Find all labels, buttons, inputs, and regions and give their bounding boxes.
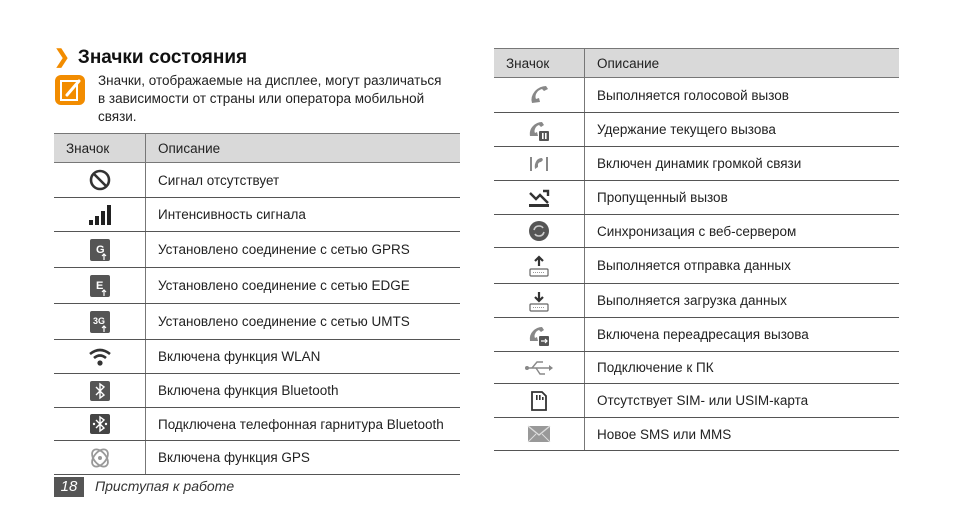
row-description: Установлено соединение с сетью GPRS [146,232,461,268]
svg-text:E: E [95,279,103,292]
table-row [494,318,899,352]
row-description: Удержание текущего вызова [585,113,900,147]
signal-strength-icon [88,204,112,226]
sms-mms-icon [527,425,551,443]
no-sim-icon [529,389,549,413]
table-row [494,284,899,318]
table-row [54,408,460,441]
table-row [494,418,899,451]
table-row [54,304,460,340]
table-header-row [54,134,460,163]
bluetooth-headset-icon [89,413,111,435]
page-number: 18 [54,477,84,497]
table-row [494,248,899,284]
row-description: Новое SMS или MMS [585,418,900,451]
row-description: Выполняется голосовой вызов [585,78,900,113]
row-description: Включена функция Bluetooth [146,374,461,408]
table-row [54,163,460,198]
table-row [494,384,899,418]
column-header-icon: Значок [494,49,585,78]
column-header-icon: Значок [54,134,146,163]
left-icons-table [54,133,460,475]
note-line: Значки, отображаемые на дисплее, могут различаться [98,73,442,88]
column-header-description: Описание [585,49,900,78]
table-row [494,181,899,215]
gprs-icon [89,238,111,262]
row-description: Включена переадресация вызова [585,318,900,352]
speakerphone-icon [527,152,551,176]
call-forward-icon [527,323,551,347]
right-icons-table [494,48,899,451]
upload-icon [528,254,550,278]
row-description: Выполняется загрузка данных [585,284,900,318]
table-row [494,78,899,113]
edge-icon [89,274,111,298]
usb-pc-icon [524,359,554,377]
table-row [494,147,899,181]
row-description: Подключение к ПК [585,352,900,384]
svg-text:G: G [95,243,105,256]
table-row [494,352,899,384]
row-description: Пропущенный вызов [585,181,900,215]
bluetooth-icon [89,380,111,402]
row-description: Включен динамик громкой связи [585,147,900,181]
row-description: Интенсивность сигнала [146,198,461,232]
wlan-icon [88,347,112,367]
missed-call-icon [527,187,551,209]
no-signal-icon [88,168,112,192]
row-description: Установлено соединение с сетью EDGE [146,268,461,304]
note-text [98,72,468,126]
table-row [54,268,460,304]
note-pencil-icon [54,74,86,106]
table-row [54,198,460,232]
svg-text:3G: 3G [92,315,105,326]
row-description: Сигнал отсутствует [146,163,461,198]
table-row [494,113,899,147]
voice-call-icon [527,83,551,107]
section-title [54,46,247,69]
row-description: Отсутствует SIM- или USIM-карта [585,384,900,418]
chevron-right-icon: ❯ [54,47,70,68]
web-sync-icon [527,219,551,243]
table-row [494,215,899,248]
note-line: в зависимости от страны или оператора мобильной [98,91,425,106]
download-icon [528,289,550,313]
column-header-description: Описание [146,134,461,163]
footer-chapter-title: Приступая к работе [95,478,235,494]
row-description: Подключена телефонная гарнитура Bluetooth [146,408,461,441]
call-hold-icon [527,118,551,142]
table-row [54,232,460,268]
row-description: Включена функция WLAN [146,340,461,374]
row-description: Синхронизация с веб-сервером [585,215,900,248]
note-line: связи. [98,109,137,124]
row-description: Включена функция GPS [146,441,461,475]
section-title-text: Значки состояния [77,47,248,68]
gps-icon [88,446,112,470]
table-row [54,340,460,374]
umts-icon [89,310,111,334]
table-row [54,441,460,475]
table-row [54,374,460,408]
table-header-row [494,49,899,78]
row-description: Выполняется отправка данных [585,248,900,284]
row-description: Установлено соединение с сетью UMTS [146,304,461,340]
